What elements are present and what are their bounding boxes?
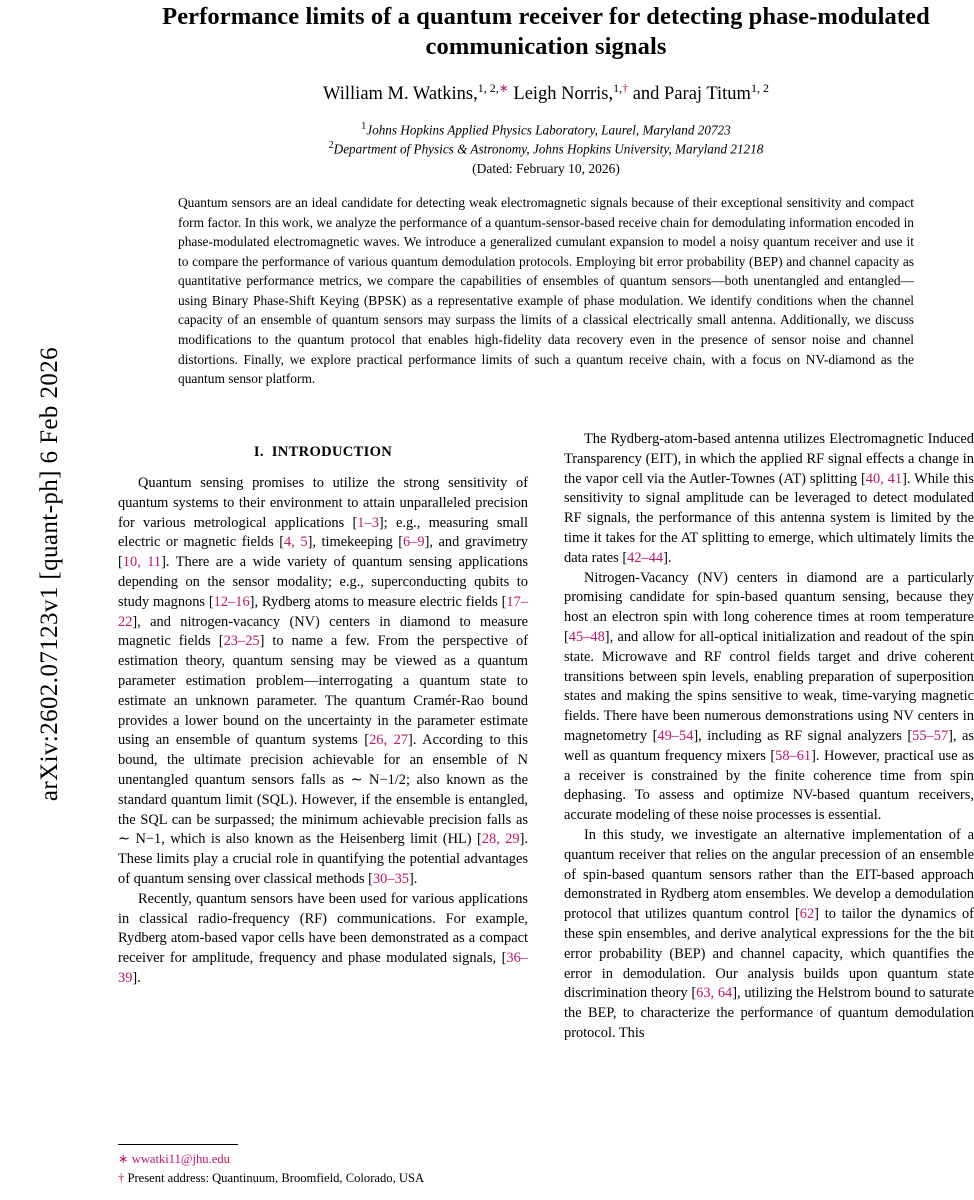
author-2-name: Leigh Norris, xyxy=(508,83,614,104)
abstract-text: Quantum sensors are an ideal candidate for detecting weak electromagnetic signals because of their exceptional sensitivity and compact form factor. In this work, we analyze the performance of a quantum-sensor-based receive chain for demodulating information encoded in phase-modulated electromagnetic waves. We introduce a generalized cumulant expansion to model a noisy quantum receiver and use it to compare the performance of various quantum demodulation protocols. Employing bit error probability (BEP) and channel capacity as quantitative performance metrics, we compare the capabilities of ensembles of quantum sensors—both unentangled and entangled—using Binary Phase-Shift Keying (BPSK) as a representative example of phase modulation. We identify conditions when the channel capacity of an ensemble of quantum sensors may surpass the limits of a classical electrically small antenna. Additionally, we discuss modifications to the quantum protocol that enables high-fidelity data recovery even in the presence of sensor noise and channel distortions. Finally, we explore practical performance limits of such a quantum receive chain, with a focus on NV-diamond as the quantum sensor platform. xyxy=(178,195,914,387)
page-title: Performance limits of a quantum receiver for detecting phase-modulated communication signals xyxy=(162,3,930,61)
paragraph: Recently, quantum sensors have been used for various applications in classical radio-frequency (RF) communications. For example, Rydberg atom-based vapor cells have been demonstrated as a compact receiver for amplitude, frequency and phase modulated signals, [36–39]. xyxy=(118,890,528,986)
footnote-1 xyxy=(118,1151,528,1169)
author-2-footnote-marker[interactable]: † xyxy=(622,80,629,95)
affiliation-2-text: Department of Physics & Astronomy, Johns Hopkins University, Maryland 21218 xyxy=(333,141,764,157)
left-column xyxy=(118,430,528,1044)
footnote-1-email-link[interactable]: wwatki11@jhu.edu xyxy=(131,1152,230,1166)
author-1-footnote-marker[interactable]: ∗ xyxy=(498,80,509,95)
footnote-block xyxy=(118,1134,528,1189)
section-number: I. xyxy=(253,444,264,460)
footnote-divider xyxy=(118,1144,238,1145)
footnote-2-text: Present address: Quantinuum, Broomfield, Colorado, USA xyxy=(127,1170,425,1185)
author-1-affil-marks: 1, 2, xyxy=(477,80,499,95)
paragraph: In this study, we investigate an alternative implementation of a quantum receiver that relies on the angular precession of an ensemble of spin-based quantum sensors rather than the EIT-based approach demonstrated in Rydberg atom ensembles. We develop a demodulation protocol that utilizes quantum control [62] to tailor the dynamics of these spin ensembles, and derive analytical expressions for the the bit error probability (BEP) and channel capacity, which quantifies the error in demodulation. Our analysis builds upon quantum state discrimination theory [63, 64], utilizing the Helstrom bound to saturate the BEP, to characterize the performance of quantum demodulation protocol. This xyxy=(564,826,974,1041)
affiliation-1-text: Johns Hopkins Applied Physics Laboratory, Laurel, Maryland 20723 xyxy=(366,122,731,138)
paragraph: Quantum sensing promises to utilize the strong sensitivity of quantum systems to their environment to attain unparalleled precision for various metrological applications [1–3]; e.g., measuring small electric or magnetic fields [4, 5], timekeeping [6–9], and gravimetry [10, 11]. There are a wide variety of quantum sensing applications depending on the sensor modality; e.g., superconducting qubits to study magnons [12–16], Rydberg atoms to measure electric fields [17–22], and nitrogen-vacancy (NV) centers in diamond to measure magnetic fields [23–25] to name a few. From the perspective of estimation theory, quantum sensing may be viewed as a quantum parameter estimation problem—interrogating a quantum state to estimate an unknown parameter. The quantum Cramér-Rao bound provides a lower bound on the uncertainty in the parameter estimate using an ensemble of quantum systems [26, 27]. According to this bound, the ultimate precision achievable for an ensemble of N unentangled quantum sensors falls as ∼ N−1/2; also known as the standard quantum limit (SQL). However, if the ensemble is entangled, the SQL can be surpassed; the minimum achievable precision falls as ∼ N−1, which is also known as the Heisenberg limit (HL) [28, 29]. These limits play a crucial role in quantifying the potential advantages of quantum sensing over classical methods [30–35]. xyxy=(118,475,529,887)
author-3-affil-marks: 1, 2 xyxy=(750,80,769,95)
affiliation-2 xyxy=(118,139,974,159)
author-1-name: William M. Watkins, xyxy=(323,83,478,104)
footnote-2-symbol: † xyxy=(118,1170,125,1185)
footnote-1-symbol: ∗ xyxy=(118,1152,129,1166)
right-column xyxy=(564,430,974,1044)
paragraph: The Rydberg-atom-based antenna utilizes Electromagnetic Induced Transparency (EIT), in which the applied RF signal effects a change in the vapor cell via the Autler-Townes (AT) splitting [40, 41]. While this sensitivity to signal amplitude can be leveraged to detect modulated RF signals, the performance of this antenna system is limited by the time it takes for the AT splitting to emerge, which ultimately limits the data rates [42–44]. xyxy=(564,431,974,566)
author-list xyxy=(118,81,974,106)
paper-header xyxy=(118,0,974,389)
footnote-2 xyxy=(118,1170,528,1188)
date-line: (Dated: February 10, 2026) xyxy=(472,161,620,177)
section-heading xyxy=(118,442,528,462)
author-3-name: and Paraj Titum xyxy=(628,83,751,104)
affiliation-2-marker: 2 xyxy=(328,140,334,152)
paragraph: Nitrogen-Vacancy (NV) centers in diamond are a particularly promising candidate for spin-based quantum sensing, because they host an electron spin with long coherence times at room temperature [45–48], and allow for all-optical initialization and readout of the spin state. Microwave and RF control fields target and drive coherent transitions between spin levels, enabling preparation of superposition states and making the spins sensitive to weak, time-varying magnetic fields. There have been numerous demonstrations using NV centers in magnetometry [49–54], including as RF signal analyzers [55–57], as well as quantum frequency mixers [58–61]. However, practical use as a receiver is constrained by the finite coherence time from spin dephasing. To assess and optimize NV-based quantum receivers, accurate modeling of these noise processes is essential. xyxy=(564,569,974,824)
affiliation-1 xyxy=(118,120,974,140)
arxiv-identifier-stamp: arXiv:2602.07123v1 [quant-ph] 6 Feb 2026 xyxy=(36,346,63,802)
author-2-affil-marks: 1, xyxy=(613,80,623,95)
affiliation-1-marker: 1 xyxy=(361,120,367,132)
body-columns xyxy=(118,430,974,1044)
section-title: INTRODUCTION xyxy=(271,444,393,460)
